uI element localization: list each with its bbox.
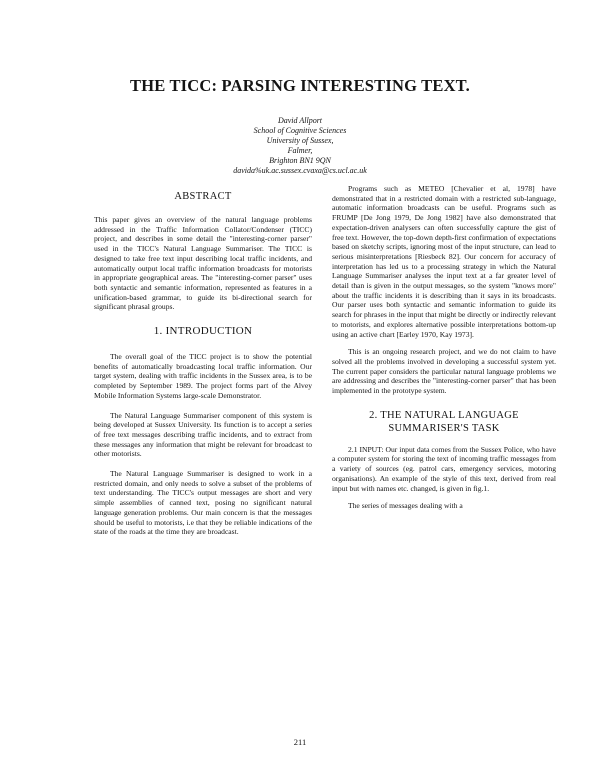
right-column	[332, 184, 556, 521]
section-heading-introduction: 1. INTRODUCTION	[153, 325, 253, 338]
author-email: davida%uk.ac.sussex.cvaxa@cs.ucl.ac.uk	[233, 166, 367, 175]
section-heading-line: SUMMARISER'S TASK	[388, 422, 500, 434]
body-paragraph: 2.1 INPUT: Our input data comes from the Sussex Police, who have a computer system for storing the text of incoming traffic messages from a variety of sources (eg. patrol cars, emergency services, motoring organisations). An example of the style of this text, derived from real input but with names etc. changed, is given in fig.1.	[332, 444, 556, 493]
body-paragraph: The series of messages dealing with a	[348, 501, 463, 511]
paper-title: THE TICC: PARSING INTERESTING TEXT.	[130, 76, 470, 95]
abstract-paragraph: This paper gives an overview of the natural language problems addressed in the Traffic Information Collator/Condenser (TICC) project, and describes in some detail the "interesting-corner parser" used in the TICC's Natural Language Summariser. The TICC is designed to take free text input describing local traffic incidents, and automatically output local traffic information broadcasts for motorists in appropriate geographical areas. The "interesting-corner parser" uses both syntactic and semantic information, represented as features in a unification-based grammar, to guide its bi-directional search for significant phrasal groups.	[94, 215, 312, 312]
body-paragraph: The Natural Language Summariser is designed to work in a restricted domain, and only needs to solve a subset of the problems of text understanding. The TICC's output messages are short and very simple assemblies of canned text, posing no significant natural language generation problems. Our main concern is that the messages should be useful to motorists, i.e that they be reliable indications of the state of the roads at the time they are broadcast.	[94, 469, 312, 537]
body-paragraph: The Natural Language Summariser component of this system is being developed at Sussex University. Its function is to accept a series of free text messages describing traffic incidents, and to extract from these messages any information that might be relevant for broadcast to other motorists.	[94, 410, 312, 459]
abstract-heading: ABSTRACT	[174, 191, 232, 202]
body-paragraph: The overall goal of the TICC project is to show the potential benefits of automatically broadcasting local traffic information. Our target system, dealing with traffic incidents in the Sussex area, is to be completed by September 1989. The project forms part of the Alvey Mobile Information Systems large-scale Demonstrator.	[94, 352, 312, 400]
affiliation-line: University of Sussex,	[266, 136, 334, 145]
affiliation-line: School of Cognitive Sciences	[253, 126, 347, 135]
affiliation-line: Falmer,	[287, 146, 313, 155]
body-paragraph: Programs such as METEO [Chevalier et al, 1978] have demonstrated that in a restricted domain with a restricted sub-language, automatic information broadcasts can be useful. Programs such as FRUMP [De Jong 1979, De Jong 1982] have also demonstrated that expectation-driven analysers can often successfully capture the gist of free text. However, the top-down depth-first confirmation of expectations based on sketchy scripts, ignoring most of the input structure, can lead to serious misinterpretations [Riesbeck 82]. Our concern for accuracy of interpretation has led us to a processing strategy in which the Natural Language Summariser analyses the input text at a far greater level of detail than is given in the output messages, so the system "knows more" about the traffic incidents it is describing than it says in its broadcasts. Our parser uses both syntactic and semantic information to guide its search for phrases in the input that might be directly or indirectly relevant to motorists, and explores alternative possible interpretations bottom-up using an active chart [Earley 1970, Kay 1973].	[332, 184, 556, 339]
section-heading-task	[332, 409, 556, 435]
page-number: 211	[293, 737, 307, 747]
author-block	[0, 116, 600, 176]
affiliation-line: Brighton BN1 9QN	[269, 156, 331, 165]
section-heading-line: 2. THE NATURAL LANGUAGE	[369, 409, 519, 421]
author-name: David Allport	[277, 116, 323, 125]
left-column	[94, 190, 312, 547]
body-paragraph: This is an ongoing research project, and we do not claim to have solved all the problems involved in developing a successful system yet. The current paper considers the particular natural language problems we are addressing and describes the "interesting-corner parser" that has been implemented in the prototype system.	[332, 347, 556, 396]
